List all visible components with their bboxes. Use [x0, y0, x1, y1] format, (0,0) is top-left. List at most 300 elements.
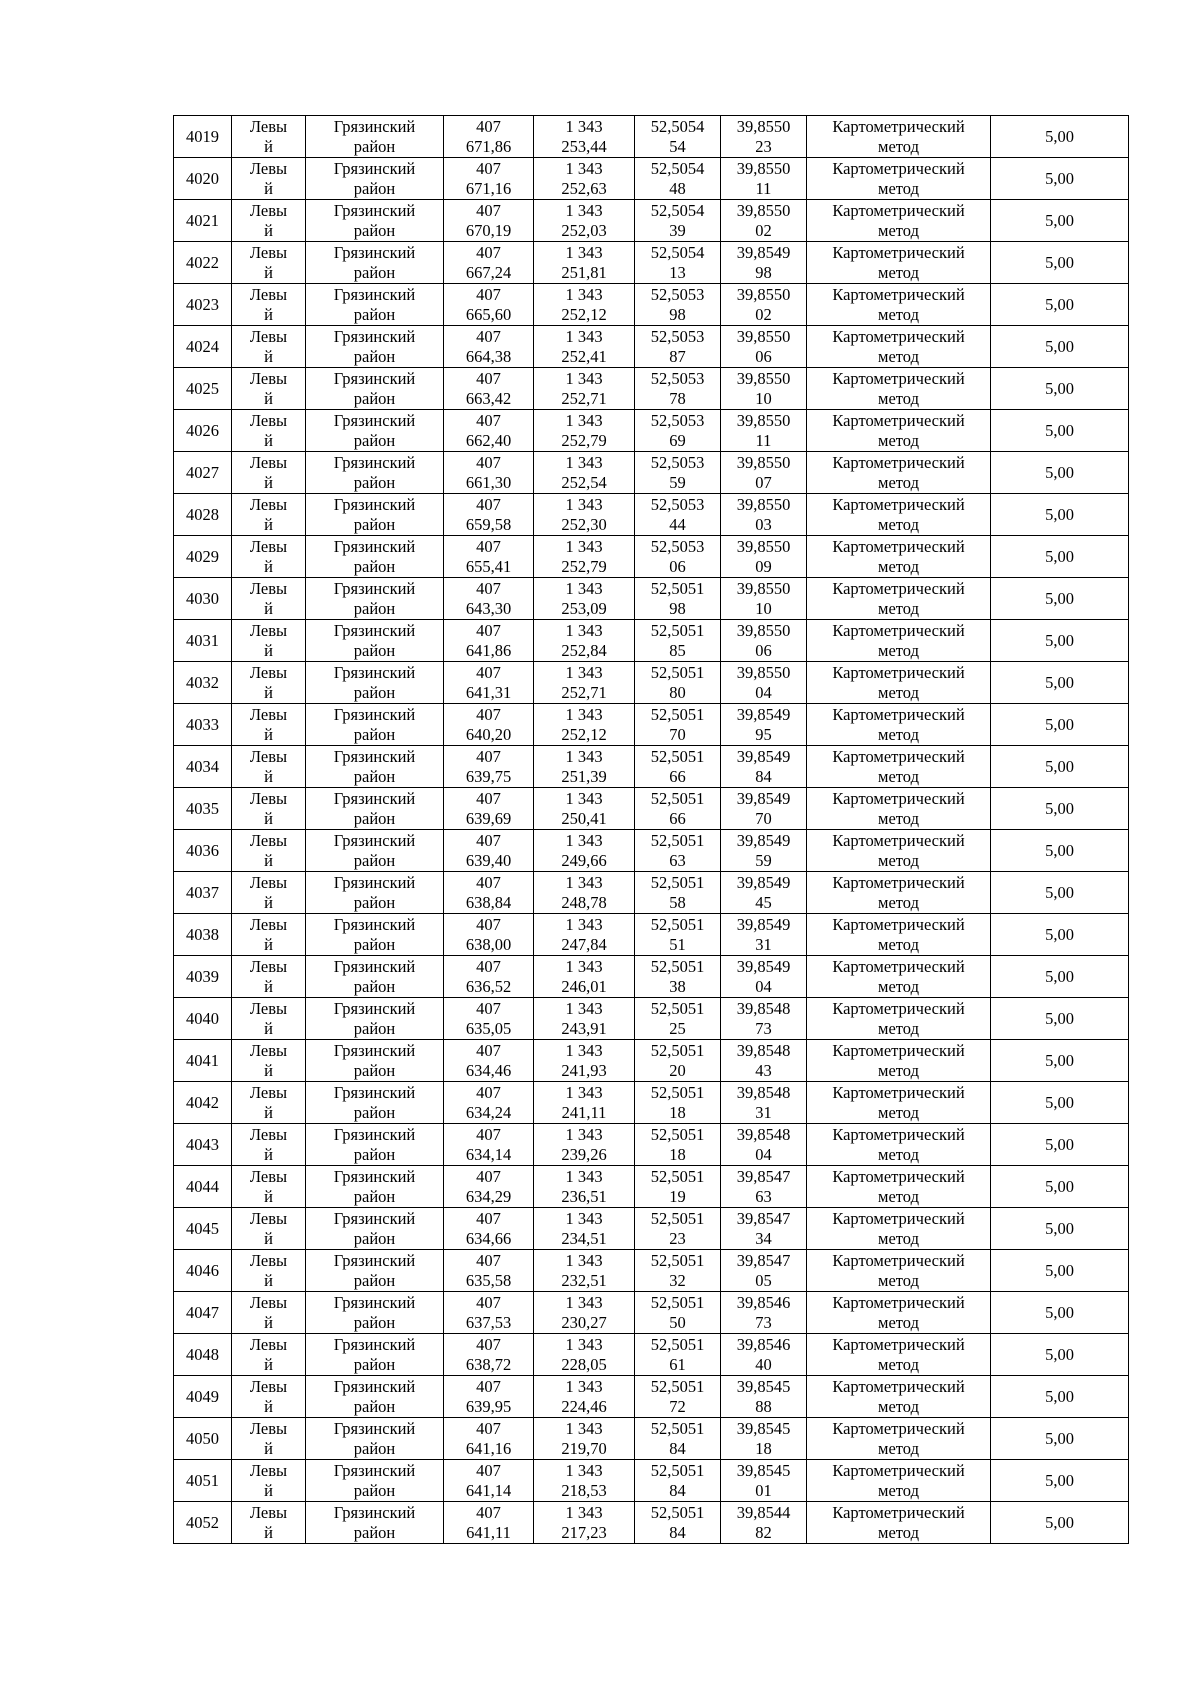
cell-method [807, 116, 991, 158]
cell-method [807, 788, 991, 830]
cell-coord-y-line-1: 1 343 [565, 1250, 603, 1270]
cell-side [232, 410, 306, 452]
cell-coord-y-line-1: 1 343 [565, 1460, 603, 1480]
cell-side-line-2: й [264, 346, 273, 366]
cell-coord-y [534, 956, 635, 998]
cell-coord-x-line-2: 641,11 [466, 1522, 511, 1542]
cell-latitude [635, 368, 721, 410]
cell-longitude-line-2: 11 [755, 430, 772, 450]
cell-method [807, 158, 991, 200]
table-row [174, 578, 1129, 620]
cell-district-line-2: район [353, 1270, 396, 1290]
cell-longitude-line-2: 63 [755, 1186, 772, 1206]
cell-point-number: 4024 [174, 326, 232, 368]
cell-district-line-1: Грязинский [333, 368, 416, 388]
cell-coord-y [534, 914, 635, 956]
cell-district-line-1: Грязинский [333, 158, 416, 178]
cell-latitude-line-1: 52,5051 [650, 1460, 705, 1480]
cell-latitude-line-2: 69 [669, 430, 686, 450]
cell-coord-x-line-2: 643,30 [465, 598, 512, 618]
cell-coord-y-line-1: 1 343 [565, 662, 603, 682]
cell-side-line-2: й [264, 1480, 273, 1500]
cell-side-line-1: Левы [249, 242, 288, 262]
cell-district-line-2: район [353, 346, 396, 366]
cell-coord-x [444, 830, 534, 872]
cell-coord-y-line-1: 1 343 [565, 1334, 603, 1354]
cell-coord-y [534, 494, 635, 536]
table-row [174, 242, 1129, 284]
cell-side [232, 704, 306, 746]
cell-side-line-1: Левы [249, 368, 288, 388]
cell-coord-y [534, 242, 635, 284]
cell-coord-y-line-1: 1 343 [565, 410, 603, 430]
cell-accuracy: 5,00 [991, 1502, 1129, 1544]
cell-longitude-line-2: 06 [755, 346, 772, 366]
cell-district [306, 536, 444, 578]
cell-side [232, 1166, 306, 1208]
cell-accuracy: 5,00 [991, 998, 1129, 1040]
cell-coord-y [534, 158, 635, 200]
cell-district-line-1: Грязинский [333, 1460, 416, 1480]
table-row [174, 158, 1129, 200]
cell-coord-y-line-2: 252,03 [561, 220, 607, 240]
cell-accuracy: 5,00 [991, 200, 1129, 242]
cell-side-line-2: й [264, 766, 273, 786]
cell-district-line-1: Грязинский [333, 578, 416, 598]
cell-side-line-1: Левы [249, 788, 288, 808]
cell-coord-x-line-1: 407 [476, 242, 501, 262]
cell-latitude-line-2: 98 [669, 598, 686, 618]
cell-accuracy: 5,00 [991, 620, 1129, 662]
cell-point-number: 4033 [174, 704, 232, 746]
cell-side-line-2: й [264, 1312, 273, 1332]
cell-side [232, 452, 306, 494]
cell-latitude-line-1: 52,5053 [650, 494, 705, 514]
cell-coord-y-line-2: 251,39 [561, 766, 607, 786]
cell-latitude [635, 998, 721, 1040]
cell-latitude-line-1: 52,5051 [650, 1124, 705, 1144]
cell-method [807, 578, 991, 620]
cell-accuracy: 5,00 [991, 242, 1129, 284]
cell-method-line-1: Картометрический [832, 116, 965, 136]
cell-longitude [721, 704, 807, 746]
cell-method [807, 452, 991, 494]
cell-latitude-line-2: 84 [669, 1438, 686, 1458]
cell-coord-y-line-1: 1 343 [565, 620, 603, 640]
cell-side [232, 1082, 306, 1124]
cell-district-line-2: район [353, 1018, 396, 1038]
cell-district [306, 284, 444, 326]
cell-district [306, 116, 444, 158]
cell-coord-x [444, 410, 534, 452]
cell-latitude-line-1: 52,5051 [650, 1502, 705, 1522]
cell-district-line-1: Грязинский [333, 1418, 416, 1438]
cell-side-line-2: й [264, 724, 273, 744]
cell-side-line-1: Левы [249, 284, 288, 304]
table-row [174, 956, 1129, 998]
cell-coord-x-line-1: 407 [476, 620, 501, 640]
cell-longitude-line-1: 39,8547 [736, 1166, 791, 1186]
cell-longitude [721, 1376, 807, 1418]
cell-coord-x-line-1: 407 [476, 830, 501, 850]
cell-coord-y-line-2: 219,70 [561, 1438, 607, 1458]
cell-longitude-line-2: 84 [755, 766, 772, 786]
cell-coord-x [444, 872, 534, 914]
cell-latitude-line-2: 72 [669, 1396, 686, 1416]
cell-side-line-1: Левы [249, 1460, 288, 1480]
cell-coord-x-line-1: 407 [476, 536, 501, 556]
cell-coord-y [534, 578, 635, 620]
cell-longitude [721, 1250, 807, 1292]
cell-longitude [721, 788, 807, 830]
cell-district [306, 914, 444, 956]
cell-latitude-line-1: 52,5051 [650, 998, 705, 1018]
cell-coord-y-line-1: 1 343 [565, 326, 603, 346]
cell-side [232, 1460, 306, 1502]
cell-side-line-2: й [264, 220, 273, 240]
cell-latitude [635, 494, 721, 536]
cell-accuracy: 5,00 [991, 830, 1129, 872]
cell-method-line-2: метод [878, 514, 919, 534]
cell-district-line-2: район [353, 430, 396, 450]
cell-coord-y-line-2: 224,46 [561, 1396, 607, 1416]
cell-longitude-line-2: 31 [755, 1102, 772, 1122]
cell-latitude [635, 620, 721, 662]
cell-district-line-2: район [353, 388, 396, 408]
cell-district [306, 1250, 444, 1292]
cell-accuracy: 5,00 [991, 284, 1129, 326]
cell-longitude [721, 1040, 807, 1082]
cell-coord-x-line-2: 664,38 [465, 346, 512, 366]
cell-method [807, 998, 991, 1040]
cell-coord-y-line-2: 239,26 [561, 1144, 607, 1164]
cell-side [232, 1418, 306, 1460]
cell-latitude [635, 326, 721, 368]
cell-method-line-2: метод [878, 1522, 919, 1542]
cell-coord-x-line-1: 407 [476, 1334, 501, 1354]
cell-coord-y [534, 788, 635, 830]
cell-side [232, 494, 306, 536]
cell-coord-y [534, 326, 635, 368]
cell-district-line-2: район [353, 724, 396, 744]
cell-latitude-line-2: 51 [669, 934, 686, 954]
cell-coord-y [534, 1334, 635, 1376]
cell-method-line-1: Картометрический [832, 452, 965, 472]
cell-coord-y-line-1: 1 343 [565, 1082, 603, 1102]
cell-latitude-line-1: 52,5051 [650, 914, 705, 934]
cell-method-line-1: Картометрический [832, 536, 965, 556]
table-row [174, 704, 1129, 746]
cell-side-line-1: Левы [249, 1418, 288, 1438]
cell-longitude-line-1: 39,8550 [736, 158, 791, 178]
cell-longitude-line-1: 39,8550 [736, 326, 791, 346]
cell-accuracy: 5,00 [991, 536, 1129, 578]
cell-accuracy: 5,00 [991, 746, 1129, 788]
cell-district-line-2: район [353, 178, 396, 198]
cell-district-line-2: район [353, 136, 396, 156]
cell-district [306, 452, 444, 494]
cell-district-line-1: Грязинский [333, 914, 416, 934]
cell-coord-x [444, 1460, 534, 1502]
cell-district [306, 326, 444, 368]
cell-coord-y [534, 1166, 635, 1208]
cell-coord-y [534, 662, 635, 704]
cell-longitude-line-1: 39,8549 [736, 956, 791, 976]
cell-latitude [635, 1460, 721, 1502]
cell-longitude [721, 620, 807, 662]
cell-coord-y-line-2: 232,51 [561, 1270, 607, 1290]
cell-district-line-1: Грязинский [333, 788, 416, 808]
cell-district [306, 1082, 444, 1124]
cell-coord-y-line-2: 253,09 [561, 598, 607, 618]
cell-longitude [721, 242, 807, 284]
cell-district [306, 494, 444, 536]
cell-latitude-line-1: 52,5054 [650, 116, 705, 136]
cell-method-line-1: Картометрический [832, 1460, 965, 1480]
cell-coord-x-line-2: 641,86 [465, 640, 512, 660]
cell-coord-y [534, 200, 635, 242]
cell-longitude-line-2: 06 [755, 640, 772, 660]
cell-side-line-1: Левы [249, 662, 288, 682]
cell-coord-y [534, 704, 635, 746]
cell-accuracy: 5,00 [991, 1376, 1129, 1418]
cell-longitude-line-1: 39,8545 [736, 1418, 791, 1438]
cell-longitude-line-2: 11 [755, 178, 772, 198]
cell-coord-y-line-1: 1 343 [565, 116, 603, 136]
table-row [174, 410, 1129, 452]
cell-latitude-line-2: 66 [669, 766, 686, 786]
cell-coord-x-line-1: 407 [476, 494, 501, 514]
cell-point-number: 4034 [174, 746, 232, 788]
cell-coord-x [444, 116, 534, 158]
cell-point-number: 4026 [174, 410, 232, 452]
cell-latitude-line-1: 52,5051 [650, 704, 705, 724]
cell-method-line-1: Картометрический [832, 788, 965, 808]
cell-method [807, 1250, 991, 1292]
cell-coord-y-line-2: 252,79 [561, 430, 607, 450]
cell-method-line-2: метод [878, 262, 919, 282]
cell-accuracy: 5,00 [991, 1250, 1129, 1292]
cell-coord-x-line-2: 641,14 [465, 1480, 512, 1500]
cell-point-number: 4039 [174, 956, 232, 998]
cell-side [232, 956, 306, 998]
cell-method-line-2: метод [878, 976, 919, 996]
cell-latitude [635, 1250, 721, 1292]
cell-method-line-1: Картометрический [832, 158, 965, 178]
cell-side [232, 284, 306, 326]
cell-district-line-2: район [353, 892, 396, 912]
cell-latitude-line-1: 52,5051 [650, 578, 705, 598]
cell-latitude [635, 578, 721, 620]
cell-latitude-line-1: 52,5051 [650, 788, 705, 808]
cell-longitude [721, 830, 807, 872]
cell-method [807, 1334, 991, 1376]
cell-district-line-1: Грязинский [333, 326, 416, 346]
cell-coord-y [534, 1082, 635, 1124]
cell-coord-y-line-2: 247,84 [561, 934, 607, 954]
cell-coord-y-line-1: 1 343 [565, 1166, 603, 1186]
cell-coord-y-line-1: 1 343 [565, 746, 603, 766]
cell-coord-x-line-1: 407 [476, 452, 501, 472]
cell-coord-x-line-1: 407 [476, 704, 501, 724]
cell-coord-x [444, 368, 534, 410]
cell-district-line-1: Грязинский [333, 116, 416, 136]
cell-coord-y [534, 1502, 635, 1544]
cell-method-line-2: метод [878, 682, 919, 702]
cell-side-line-1: Левы [249, 1292, 288, 1312]
cell-district-line-2: район [353, 1144, 396, 1164]
cell-method-line-1: Картометрический [832, 704, 965, 724]
cell-coord-y-line-2: 241,93 [561, 1060, 607, 1080]
cell-method [807, 662, 991, 704]
cell-coord-x-line-2: 670,19 [465, 220, 512, 240]
cell-district [306, 872, 444, 914]
cell-coord-x-line-2: 661,30 [465, 472, 512, 492]
cell-longitude [721, 998, 807, 1040]
cell-longitude-line-2: 31 [755, 934, 772, 954]
table-row [174, 1124, 1129, 1166]
cell-coord-y [534, 872, 635, 914]
cell-method-line-2: метод [878, 304, 919, 324]
cell-method-line-1: Картометрический [832, 284, 965, 304]
cell-coord-x-line-2: 638,84 [465, 892, 512, 912]
cell-point-number: 4030 [174, 578, 232, 620]
cell-method-line-2: метод [878, 430, 919, 450]
cell-coord-x [444, 620, 534, 662]
cell-latitude-line-2: 39 [669, 220, 686, 240]
cell-method [807, 1292, 991, 1334]
cell-longitude-line-2: 04 [755, 682, 772, 702]
cell-longitude-line-1: 39,8545 [736, 1460, 791, 1480]
cell-accuracy: 5,00 [991, 1040, 1129, 1082]
cell-latitude-line-1: 52,5051 [650, 620, 705, 640]
cell-longitude [721, 158, 807, 200]
cell-accuracy: 5,00 [991, 1334, 1129, 1376]
cell-coord-y-line-2: 251,81 [561, 262, 607, 282]
cell-coord-x-line-1: 407 [476, 1082, 501, 1102]
cell-latitude-line-1: 52,5051 [650, 1040, 705, 1060]
cell-coord-y-line-2: 243,91 [561, 1018, 607, 1038]
cell-coord-y-line-2: 249,66 [561, 850, 607, 870]
cell-district [306, 410, 444, 452]
cell-district-line-1: Грязинский [333, 998, 416, 1018]
cell-method-line-1: Картометрический [832, 578, 965, 598]
cell-side-line-2: й [264, 1396, 273, 1416]
cell-side-line-2: й [264, 556, 273, 576]
cell-district-line-1: Грязинский [333, 956, 416, 976]
cell-method-line-1: Картометрический [832, 1208, 965, 1228]
cell-accuracy: 5,00 [991, 662, 1129, 704]
cell-method [807, 914, 991, 956]
cell-district-line-1: Грязинский [333, 872, 416, 892]
table-row [174, 1460, 1129, 1502]
cell-method-line-2: метод [878, 724, 919, 744]
cell-coord-y-line-1: 1 343 [565, 956, 603, 976]
cell-coord-x-line-2: 636,52 [465, 976, 512, 996]
cell-district [306, 620, 444, 662]
cell-longitude-line-2: 73 [755, 1312, 772, 1332]
cell-latitude-line-1: 52,5051 [650, 830, 705, 850]
cell-side [232, 1292, 306, 1334]
cell-district-line-1: Грязинский [333, 1166, 416, 1186]
cell-longitude-line-1: 39,8550 [736, 494, 791, 514]
cell-side-line-1: Левы [249, 956, 288, 976]
cell-coord-y-line-1: 1 343 [565, 1208, 603, 1228]
cell-district-line-2: район [353, 514, 396, 534]
cell-coord-y-line-1: 1 343 [565, 1418, 603, 1438]
cell-coord-y [534, 1418, 635, 1460]
cell-district-line-2: район [353, 640, 396, 660]
cell-coord-y-line-1: 1 343 [565, 1502, 603, 1522]
cell-latitude-line-2: 70 [669, 724, 686, 744]
cell-coord-x-line-1: 407 [476, 998, 501, 1018]
cell-coord-x-line-2: 634,29 [465, 1186, 512, 1206]
cell-latitude-line-1: 52,5054 [650, 200, 705, 220]
cell-side [232, 662, 306, 704]
table-body [174, 116, 1129, 1544]
cell-latitude [635, 830, 721, 872]
cell-coord-y [534, 284, 635, 326]
cell-side [232, 1208, 306, 1250]
cell-latitude-line-1: 52,5051 [650, 1334, 705, 1354]
cell-method [807, 326, 991, 368]
cell-longitude-line-1: 39,8550 [736, 662, 791, 682]
cell-method [807, 1460, 991, 1502]
cell-longitude-line-1: 39,8544 [736, 1502, 791, 1522]
cell-coord-y-line-1: 1 343 [565, 788, 603, 808]
cell-coord-x [444, 1124, 534, 1166]
cell-longitude-line-2: 02 [755, 220, 772, 240]
cell-latitude [635, 1040, 721, 1082]
cell-coord-y [534, 830, 635, 872]
cell-coord-x [444, 1208, 534, 1250]
cell-side-line-1: Левы [249, 746, 288, 766]
cell-coord-y [534, 452, 635, 494]
cell-coord-y-line-2: 246,01 [561, 976, 607, 996]
cell-point-number: 4047 [174, 1292, 232, 1334]
cell-district [306, 998, 444, 1040]
table-row [174, 914, 1129, 956]
cell-accuracy: 5,00 [991, 1208, 1129, 1250]
cell-coord-y [534, 1208, 635, 1250]
cell-latitude [635, 1124, 721, 1166]
cell-side [232, 830, 306, 872]
cell-coord-x-line-1: 407 [476, 1124, 501, 1144]
table-row [174, 494, 1129, 536]
cell-longitude [721, 326, 807, 368]
cell-district-line-2: район [353, 472, 396, 492]
cell-coord-x [444, 1292, 534, 1334]
cell-side-line-2: й [264, 1102, 273, 1122]
table-row [174, 1250, 1129, 1292]
cell-method-line-1: Картометрический [832, 1376, 965, 1396]
cell-coord-y-line-1: 1 343 [565, 704, 603, 724]
cell-coord-y-line-2: 252,54 [561, 472, 607, 492]
cell-coord-y-line-1: 1 343 [565, 494, 603, 514]
cell-latitude [635, 1166, 721, 1208]
cell-accuracy: 5,00 [991, 368, 1129, 410]
cell-coord-y-line-2: 252,71 [561, 682, 607, 702]
cell-coord-y [534, 746, 635, 788]
cell-latitude-line-2: 06 [669, 556, 686, 576]
cell-method-line-1: Картометрический [832, 242, 965, 262]
cell-method-line-2: метод [878, 598, 919, 618]
cell-coord-x-line-1: 407 [476, 662, 501, 682]
cell-coord-x-line-2: 637,53 [465, 1312, 512, 1332]
cell-method-line-2: метод [878, 1102, 919, 1122]
cell-longitude-line-1: 39,8548 [736, 1040, 791, 1060]
cell-longitude-line-2: 40 [755, 1354, 772, 1374]
